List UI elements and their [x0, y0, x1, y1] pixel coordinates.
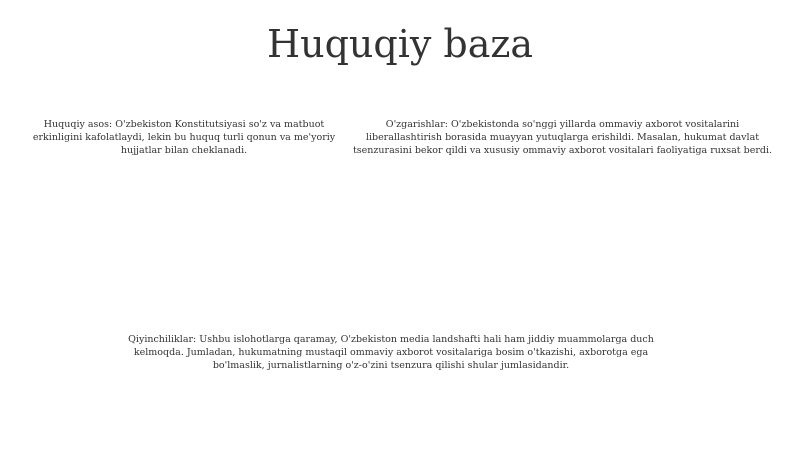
- page-title: Huquqiy baza: [266, 22, 534, 66]
- challenges-text: Qiyinchiliklar: Ushbu islohotlarga qaramay, O'zbekiston media landshafti hali ham jiddiy muammolarga duch kelmoqda. Jumladan, hukumatning mustaqil ommaviy axborot vositalariga bosim o'tkazishi, axborotga ega bo'lmaslik, jurnalistlarning o'z-o'zini tsenzura qilishi shular jumlasidandir.: [128, 334, 654, 371]
- changes-text: O'zgarishlar: O'zbekistonda so'nggi yillarda ommaviy axborot vositalarini liberallashtirish borasida muayyan yutuqlarga erishildi. Masalan, hukumat davlat tsenzurasini bekor qildi va xususiy ommaviy axborot vositalari faoliyatiga ruxsat berdi.: [352, 119, 772, 156]
- legal-basis-text: Huquqiy asos: O'zbekiston Konstitutsiyasi so'z va matbuot erkinligini kafolatlaydi, lekin bu huquq turli qonun va me'yoriy hujjatlar bilan cheklanadi.: [32, 119, 336, 156]
